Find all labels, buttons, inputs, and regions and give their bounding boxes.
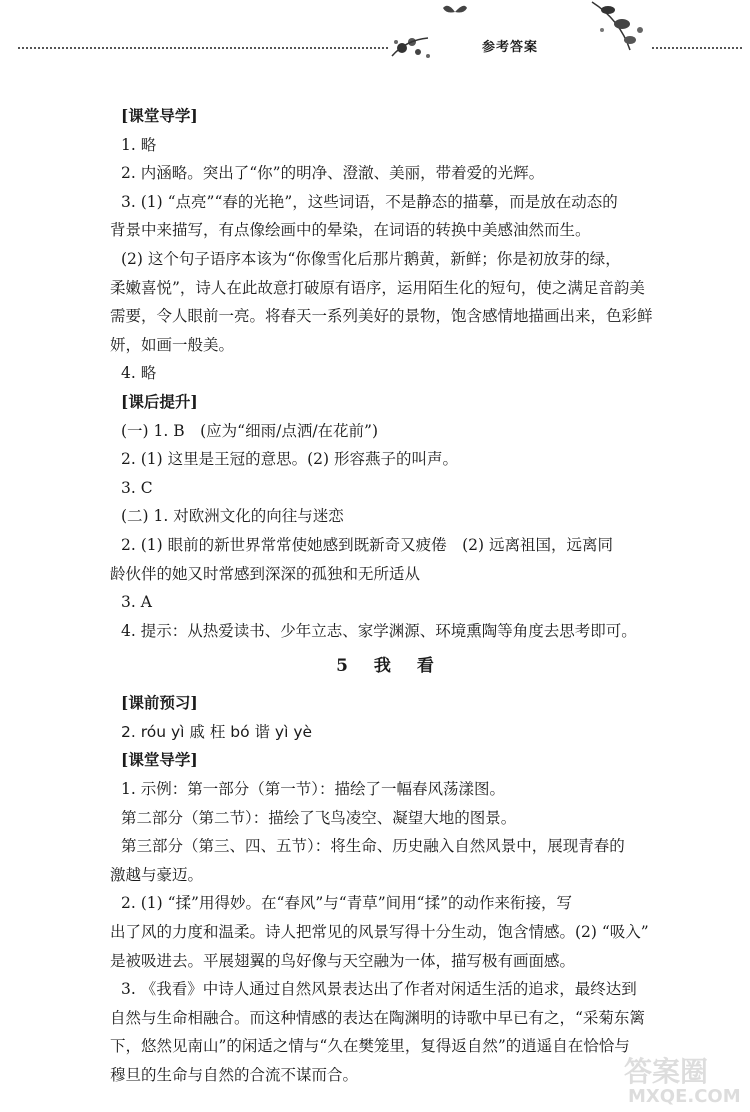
answer-line: 是被吸进去。平展翅翼的鸟好像与天空融为一体，描写极有画面感。	[110, 951, 576, 970]
answer-line: 3. C	[121, 478, 153, 497]
answer-line: 第二部分（第二节）：描绘了飞鸟凌空、凝望大地的图景。	[121, 808, 517, 827]
answer-line: 4. 提示：从热爱读书、少年立志、家学渊源、环境熏陶等角度去思考即可。	[121, 621, 637, 640]
answer-line: 妍，如画一般美。	[110, 335, 235, 354]
answer-line: 激越与豪迈。	[110, 865, 204, 884]
answer-line: 出了风的力度和温柔。诗人把常见的风景写得十分生动，饱含情感。(2) “吸入”	[110, 923, 649, 942]
answer-line: 1. 略	[121, 135, 157, 154]
answer-line: 2. (1) 这里是王冠的意思。(2) 形容燕子的叫声。	[121, 450, 458, 469]
answer-line: 2. (1) 眼前的新世界常常使她感到既新奇又疲倦 (2) 远离祖国，远离同	[121, 535, 613, 554]
section-heading: [课后提升]	[121, 391, 198, 411]
branch-ornament-icon	[590, 0, 660, 55]
answer-line: 3. (1) “点亮”“春的光艳”，这些词语，不是静态的描摹，而是放在动态的	[121, 192, 618, 211]
section-heading: [课堂导学]	[121, 750, 198, 770]
answer-line: 4. 略	[121, 364, 157, 383]
lesson-title: 5 我 看	[336, 656, 444, 677]
header-dotted-rule-right	[652, 47, 742, 49]
watermark-url: MXQE.COM	[628, 1086, 741, 1107]
answer-content	[110, 102, 670, 1090]
answer-line: (一) 1. B (应为“细雨/点洒/在花前”)	[121, 421, 379, 440]
butterfly-ornament-icon	[440, 2, 470, 22]
answer-line: 下，悠然见南山”的闲适之情与“久在樊笼里，复得返自然”的逍遥自在恰恰与	[110, 1037, 630, 1056]
header-dotted-rule-left	[18, 47, 388, 49]
answer-line: 1. 示例：第一部分（第一节）：描绘了一幅春风荡漾图。	[121, 780, 505, 799]
flower-ornament-icon	[388, 30, 440, 64]
answer-line: 3. 《我看》中诗人通过自然风景表达出了作者对闲适生活的追求，最终达到	[121, 980, 637, 999]
section-heading: [课堂导学]	[121, 106, 198, 125]
answer-line: (2) 这个句子语序本该为“你像雪化后那片鹅黄，新鲜；你是初放芽的绿，	[121, 249, 621, 268]
answer-line: 自然与生命相融合。而这种情感的表达在陶渊明的诗歌中早已有之，“采菊东篱	[110, 1008, 645, 1027]
answer-line: 背景中来描写，有点像绘画中的晕染，在词语的转换中美感油然而生。	[110, 221, 591, 240]
answer-line: 龄伙伴的她又时常感到深深的孤独和无所适从	[110, 564, 421, 583]
page-header	[0, 0, 750, 70]
watermark-logo	[620, 1050, 750, 1112]
answer-line: 第三部分（第三、四、五节）：将生命、历史融入自然风景中，展现青春的	[121, 837, 625, 856]
answer-line: (二) 1. 对欧洲文化的向往与迷恋	[121, 507, 344, 526]
answer-line: 穆旦的生命与自然的合流不谋而合。	[110, 1066, 359, 1084]
watermark-title: 答案圈	[624, 1055, 709, 1088]
answer-line: 2. róu yì 戚 枉 bó 谐 yì yè	[121, 722, 313, 741]
section-heading: [课前预习]	[121, 693, 198, 713]
answer-line: 3. A	[121, 593, 152, 612]
answer-line: 2. 内涵略。突出了“你”的明净、澄澈、美丽，带着爱的光辉。	[121, 164, 545, 183]
answer-line: 柔嫩喜悦”，诗人在此故意打破原有语序，运用陌生化的短句，使之满足音韵美	[110, 278, 645, 297]
answer-line: 需要，令人眼前一亮。将春天一系列美好的景物，饱含感情地描画出来，色彩鲜	[110, 307, 653, 326]
header-title: 参考答案	[482, 40, 539, 55]
answer-line: 2. (1) “揉”用得妙。在“春风”与“青草”间用“揉”的动作来衔接，写	[121, 894, 572, 913]
